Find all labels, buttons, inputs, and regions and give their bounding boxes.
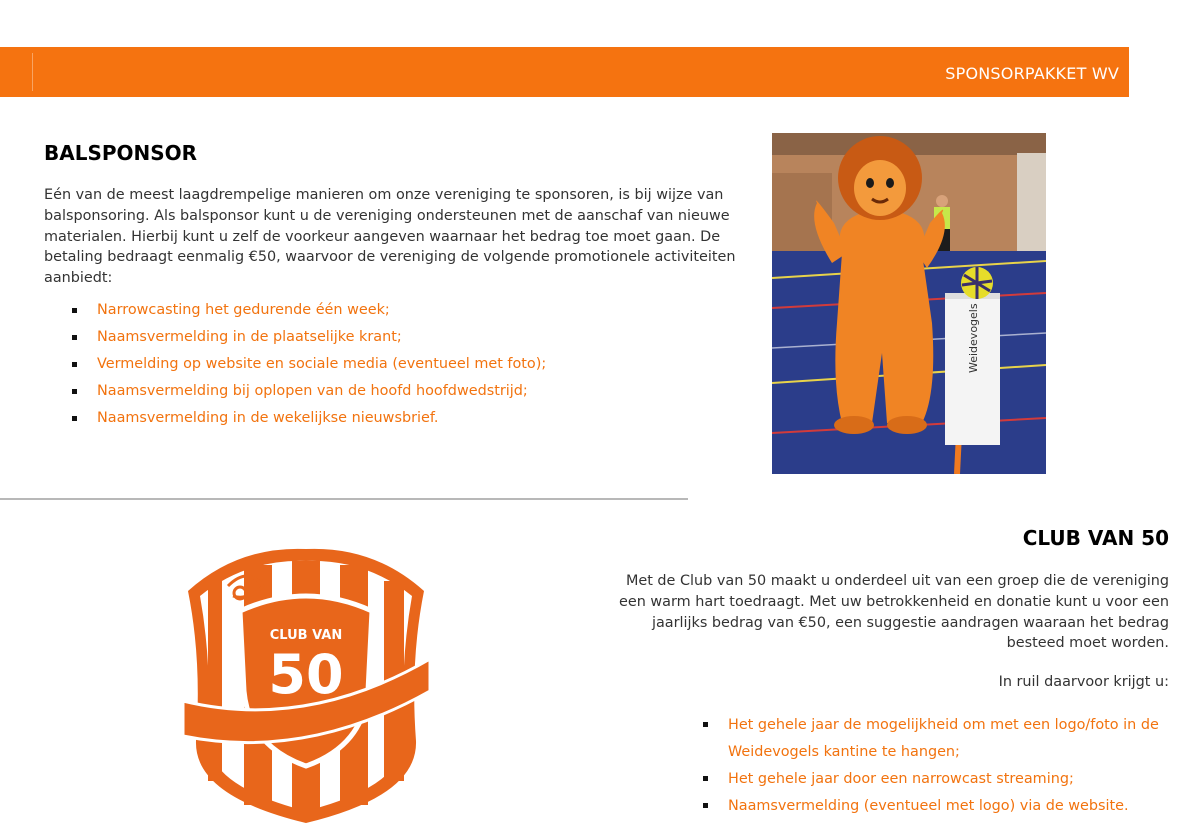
list-item-text: Naamsvermelding in de wekelijkse nieuwsbrief.	[97, 410, 439, 426]
list-item-text: Naamsvermelding (eventueel met logo) via de website.	[728, 798, 1129, 814]
header-bar	[0, 47, 1129, 97]
bullet-icon	[72, 335, 77, 340]
header-title: SPONSORPAKKET WV	[945, 64, 1119, 83]
bullet-icon	[72, 416, 77, 421]
club50-heading: CLUB VAN 50	[1022, 526, 1169, 550]
list-item	[675, 712, 1175, 766]
list-item	[44, 405, 724, 432]
list-item-text: Narrowcasting het gedurende één week;	[97, 302, 390, 318]
bullet-icon	[703, 803, 708, 808]
balsponsor-list	[44, 297, 724, 432]
bullet-icon	[703, 722, 708, 727]
bullet-icon	[703, 776, 708, 781]
club-logo-graphic	[178, 541, 434, 826]
list-item-text: Naamsvermelding bij oplopen van de hoofd hoofdwedstrijd;	[97, 383, 528, 399]
logo-number-text: 50	[268, 643, 344, 706]
club50-intro: Met de Club van 50 maakt u onderdeel uit van een groep die de vereniging een warm hart toedraagt. Met uw betrokkenheid en donatie kunt u voor een jaarlijks bedrag van €50, een suggestie aandragen waaraan het bedrag besteed moet worden.	[618, 573, 1169, 652]
mascot-photo-illustration	[772, 133, 1046, 474]
balsponsor-heading: BALSPONSOR	[44, 141, 198, 165]
list-item	[675, 793, 1175, 820]
list-item-text: Het gehele jaar door een narrowcast streaming;	[728, 771, 1074, 787]
club50-inruil-text: In ruil daarvoor krijgt u:	[998, 674, 1169, 690]
section-divider	[0, 498, 688, 500]
list-item	[44, 297, 724, 324]
pillar-brand-text: Weidevogels	[967, 303, 980, 373]
balsponsor-intro: Eén van de meest laagdrempelige manieren om onze vereniging te sponsoren, is bij wijze van balsponsoring. Als balsponsor kunt u de vereniging ondersteunen met de aanschaf van nieuwe materialen. Hierbij kunt u zelf de voorkeur aangeven waarnaar het bedrag toe moet gaan. De betaling bedraagt eenmalig €50, waarvoor de vereniging de volgende promotionele activiteiten aanbiedt:	[44, 187, 736, 287]
bullet-icon	[72, 362, 77, 367]
logo-club-van-text: CLUB VAN	[269, 628, 343, 643]
bullet-icon	[72, 389, 77, 394]
club50-list	[675, 712, 1175, 820]
list-item-text: Naamsvermelding in de plaatselijke krant;	[97, 329, 402, 345]
mascot-photo	[772, 133, 1046, 474]
list-item	[675, 766, 1175, 793]
list-item-text: Vermelding op website en sociale media (eventueel met foto);	[97, 356, 547, 372]
list-item	[44, 324, 724, 351]
header-divider-tick	[32, 53, 33, 91]
club-van-50-logo	[178, 541, 434, 826]
list-item	[44, 378, 724, 405]
list-item	[44, 351, 724, 378]
bullet-icon	[72, 308, 77, 313]
list-item-text: Het gehele jaar de mogelijkheid om met een logo/foto in de Weidevogels kantine te hangen;	[728, 717, 1159, 760]
